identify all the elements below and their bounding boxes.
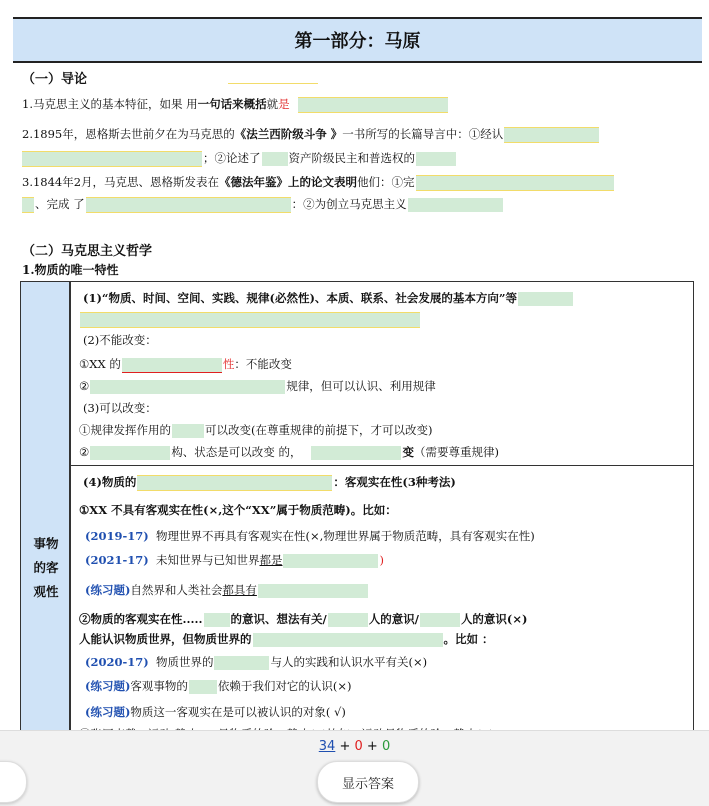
text: 物理世界不再具有客观实在性(×,物理世界属于物质范畴，具有客观实在性) xyxy=(155,529,535,543)
question-source: (2020-17) xyxy=(85,655,149,669)
text: 、完成 了 xyxy=(35,197,85,211)
text: 就 xyxy=(266,97,279,111)
question-source: (2021-17) xyxy=(85,553,149,567)
text: ①XX 的 xyxy=(79,357,121,371)
answer-blank[interactable] xyxy=(416,152,456,166)
answer-blank[interactable] xyxy=(258,584,368,598)
answer-blank[interactable] xyxy=(311,446,401,460)
answer-blank[interactable] xyxy=(204,613,230,627)
section-heading-intro: （一）导论 xyxy=(22,72,88,87)
answer-blank[interactable] xyxy=(408,198,503,212)
answer-blank[interactable] xyxy=(86,197,291,213)
text: （需要尊重规律) xyxy=(413,445,499,459)
answer-blank[interactable] xyxy=(298,97,448,113)
box1-line7 xyxy=(79,444,499,460)
review-count: 0 xyxy=(381,739,391,754)
previous-button[interactable] xyxy=(0,761,27,803)
text: ) xyxy=(379,553,384,567)
text: ：客观实在性(3种考法) xyxy=(333,475,456,489)
box2-line7 xyxy=(79,631,494,647)
answer-blank[interactable] xyxy=(214,656,269,670)
answer-blank[interactable] xyxy=(518,292,573,306)
text: 人的意识(×) xyxy=(460,612,528,626)
box2-line1 xyxy=(83,474,456,491)
answer-blank[interactable] xyxy=(122,358,222,373)
text: ② xyxy=(79,445,90,459)
question-source: (2019-17) xyxy=(85,529,149,543)
text: 马克思主义的基本特征，如果 用 xyxy=(32,97,198,111)
text: 《德法年鉴》上的论文表明 xyxy=(219,175,358,189)
answer-blank[interactable] xyxy=(189,680,217,694)
text: 都是 xyxy=(259,553,283,567)
text: 2.1895年，恩格斯去世前夕在为马克思的 xyxy=(22,127,235,141)
text: 物质这一客观实在是可以被认识的对象( √) xyxy=(130,705,346,719)
show-answer-button[interactable]: 显示答案 xyxy=(317,761,419,803)
answer-blank[interactable] xyxy=(22,197,34,213)
text: 都具有 xyxy=(222,583,257,597)
side-label-cell xyxy=(20,281,70,741)
text: 依赖于我们对它的认识(×) xyxy=(217,679,352,693)
box2-line2: ①XX 不具有客观实在性(×,这个“XX”属于物质范畴)。比如： xyxy=(79,503,397,517)
highlight-line xyxy=(228,83,318,84)
text: 是 xyxy=(278,97,290,111)
answer-blank[interactable] xyxy=(420,613,460,627)
card-counts xyxy=(0,739,709,754)
text: ：②为创立马克思主义 xyxy=(291,197,407,211)
text: 自然界和人类社会 xyxy=(130,583,223,597)
paragraph-1 xyxy=(22,96,449,113)
paragraph-2 xyxy=(22,126,600,143)
box1-line6 xyxy=(79,422,432,438)
section-heading-philosophy: （二）马克思主义哲学 xyxy=(22,244,153,259)
text: ①规律发挥作用的 xyxy=(79,423,171,437)
box1-line2: (2)不能改变： xyxy=(83,333,157,347)
box2-line9 xyxy=(85,678,352,694)
text: 物质世界的 xyxy=(155,655,214,669)
box1-line5: (3)可以改变： xyxy=(83,401,157,415)
separator: + xyxy=(362,739,382,754)
answer-blank[interactable] xyxy=(90,446,170,460)
text: (1)“物质、时间、空间、实践、规律(必然性)、本质、联系、社会发展的基本方向”等 xyxy=(83,291,517,305)
paragraph-2-cont xyxy=(22,150,457,167)
text: ：不能改变 xyxy=(234,357,292,371)
text: 规律，但可以认识、利用规律 xyxy=(286,379,436,393)
answer-blank[interactable] xyxy=(253,633,443,647)
answer-blank[interactable] xyxy=(22,151,202,167)
knowledge-box-2 xyxy=(70,465,694,745)
question-source: (练习题) xyxy=(85,583,131,597)
box2-line6 xyxy=(79,611,527,627)
subheading-matter: 1.物质的唯一特性 xyxy=(22,263,119,277)
box1-line3 xyxy=(79,356,292,373)
text: 客观事物的 xyxy=(130,679,188,693)
box2-line3 xyxy=(85,528,535,544)
text: 一句话来概括 xyxy=(197,97,267,111)
question-source: (练习题) xyxy=(85,679,131,693)
page-title xyxy=(13,17,702,63)
answer-blank[interactable] xyxy=(262,152,288,166)
text: ；②论述了 xyxy=(203,151,261,165)
box2-line10 xyxy=(85,704,346,720)
text: 《法兰西阶级斗争 》 xyxy=(234,127,343,141)
side-label: 事物的客观性 xyxy=(33,536,59,599)
text: 人能认识物质世界，但物质世界的 xyxy=(79,632,252,646)
text: 变 xyxy=(402,445,414,459)
text: 。比如 ： xyxy=(443,632,494,646)
answer-blank[interactable] xyxy=(283,554,378,568)
learning-count: 0 xyxy=(354,739,363,754)
answer-blank[interactable] xyxy=(137,475,332,491)
text: 性 xyxy=(222,357,235,371)
text: 构、状态是可以改变 的， xyxy=(171,445,302,459)
answer-blank[interactable] xyxy=(504,127,599,143)
text: 他们：①完 xyxy=(357,175,415,189)
answer-blank[interactable] xyxy=(90,380,285,394)
answer-blank[interactable] xyxy=(416,175,614,191)
box1-line4 xyxy=(79,378,436,394)
text: 可以改变(在尊重规律的前提下，才可以改变) xyxy=(205,423,433,437)
new-count[interactable]: 34 xyxy=(318,739,336,754)
text: 的意识、想法有关/ xyxy=(230,612,327,626)
question-source: (练习题) xyxy=(85,705,131,719)
text: 3.1844年2月，马克思、恩格斯发表在 xyxy=(22,175,220,189)
text: 资产阶级民主和普选权的 xyxy=(288,151,415,165)
text: ②物质的客观实在性..... xyxy=(79,612,203,626)
separator: + xyxy=(335,739,355,754)
text: 1. xyxy=(22,97,33,111)
box2-line5 xyxy=(85,582,369,598)
text: ② xyxy=(79,379,90,393)
text: (4)物质的 xyxy=(83,475,137,489)
answer-blank[interactable] xyxy=(80,312,420,328)
text: 与人的实践和认识水平有关(×) xyxy=(270,655,428,669)
page-title-text: 第一部分：马原 xyxy=(294,31,421,52)
box2-line8 xyxy=(85,654,427,670)
answer-blank[interactable] xyxy=(328,613,368,627)
text: 人的意识/ xyxy=(368,612,419,626)
answer-blank[interactable] xyxy=(172,424,204,438)
paragraph-3-cont xyxy=(22,196,504,213)
box2-line4 xyxy=(85,552,384,568)
bottom-toolbar xyxy=(0,730,709,806)
box1-line1 xyxy=(83,290,574,306)
box1-line1b xyxy=(79,311,421,328)
paragraph-3 xyxy=(22,174,615,191)
text: 一书所写的长篇导言中：①经认 xyxy=(342,127,504,141)
text: 未知世界与已知世界 xyxy=(155,553,260,567)
knowledge-box-1 xyxy=(70,281,694,466)
